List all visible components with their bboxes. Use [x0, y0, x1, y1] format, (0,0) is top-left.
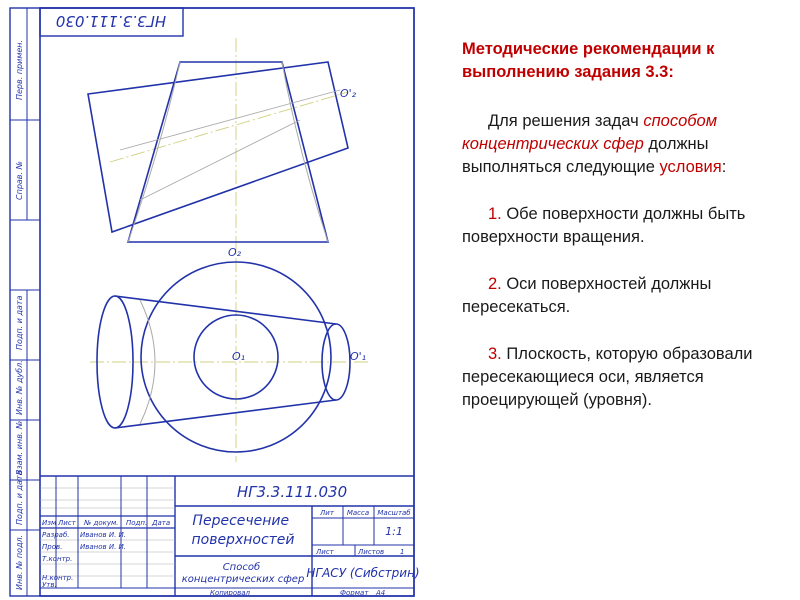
format-label: Формат — [340, 589, 369, 597]
designer-name: Иванов И. И. — [80, 531, 127, 539]
point-label-o1-prime: O'₁ — [350, 350, 367, 363]
row-role: Разраб. — [42, 531, 70, 539]
construction-line — [140, 120, 300, 200]
notes-heading: Методические рекомендации к выполнению задания 3.3: — [462, 40, 715, 81]
organization: НГАСУ (Сибстрин) — [306, 566, 420, 580]
subtitle-line-1: Способ — [222, 562, 261, 573]
side-label: Справ. № — [15, 161, 24, 200]
intro-colon: : — [721, 158, 727, 176]
row-role: Т.контр. — [42, 555, 73, 563]
format-value: А4 — [376, 589, 386, 597]
mass-header: Масса — [346, 509, 370, 517]
point-label-o1: O₁ — [232, 350, 246, 363]
sheets-value: 1 — [400, 548, 405, 556]
condition-text: Плоскость, которую образовали пересекающиеся оси, является проецирующей (уровня). — [462, 345, 753, 409]
conditions-word: условия — [659, 158, 722, 176]
side-label: Взам. инв. № — [15, 420, 24, 475]
condition-text: Обе поверхности должны быть поверхности вращения. — [462, 205, 746, 246]
subtitle-line-2: концентрических сфер — [181, 574, 305, 585]
sheet-label: Лист — [316, 548, 334, 556]
row-role: Пров. — [42, 543, 63, 551]
inclined-cylinder-outline — [88, 62, 348, 232]
col-header: № докум. — [84, 519, 119, 527]
row-role: Н.контр. — [42, 574, 74, 582]
lit-header: Лит — [320, 509, 334, 517]
condition-item — [462, 343, 787, 412]
col-header: Дата — [152, 519, 171, 527]
side-label: Инв. № дубл. — [15, 360, 24, 415]
title-line-2: поверхностей — [191, 532, 295, 548]
scale-header: Масштаб — [377, 509, 411, 517]
condition-item — [462, 203, 787, 249]
condition-number: 1. — [488, 205, 502, 223]
col-header: Изм — [42, 519, 57, 527]
row-role: Утв. — [42, 581, 57, 589]
method-notes — [462, 38, 787, 436]
title-block-subtitle — [182, 561, 305, 585]
intro-text: должны выполняться следующие — [462, 135, 709, 176]
method-name: способом концентрических сфер — [462, 112, 718, 153]
condition-text: Оси поверхностей должны пересекаться. — [462, 275, 712, 316]
col-header: Подп. — [126, 519, 148, 527]
side-label: Подп. и дата — [15, 470, 24, 525]
sheets-label: Листов — [358, 548, 385, 556]
side-label: Перв. примен. — [15, 39, 24, 100]
condition-number: 2. — [488, 275, 502, 293]
title-block-code: НГ3.3.111.030 — [236, 483, 348, 501]
top-stamp: НГ3.3.111.030 — [55, 12, 167, 30]
col-header: Лист — [58, 519, 76, 527]
cylinder-axis-line — [110, 92, 348, 162]
checker-name: Иванов И. И. — [80, 543, 127, 551]
copied-label: Копировал — [210, 589, 250, 597]
point-label-o2: O₂ — [228, 246, 242, 259]
scale-value: 1:1 — [385, 525, 403, 538]
condition-item — [462, 273, 787, 319]
title-line-1: Пересечение — [192, 513, 290, 529]
point-label-o2-prime: O'₂ — [340, 87, 357, 100]
side-label: Подп. и дата — [15, 295, 24, 350]
title-block-title — [191, 513, 294, 548]
intro-text: Для решения задач — [488, 112, 644, 130]
notes-intro — [462, 110, 787, 179]
side-label: Инв. № подл. — [15, 534, 24, 590]
construction-line — [120, 90, 340, 150]
condition-number: 3. — [488, 345, 502, 363]
